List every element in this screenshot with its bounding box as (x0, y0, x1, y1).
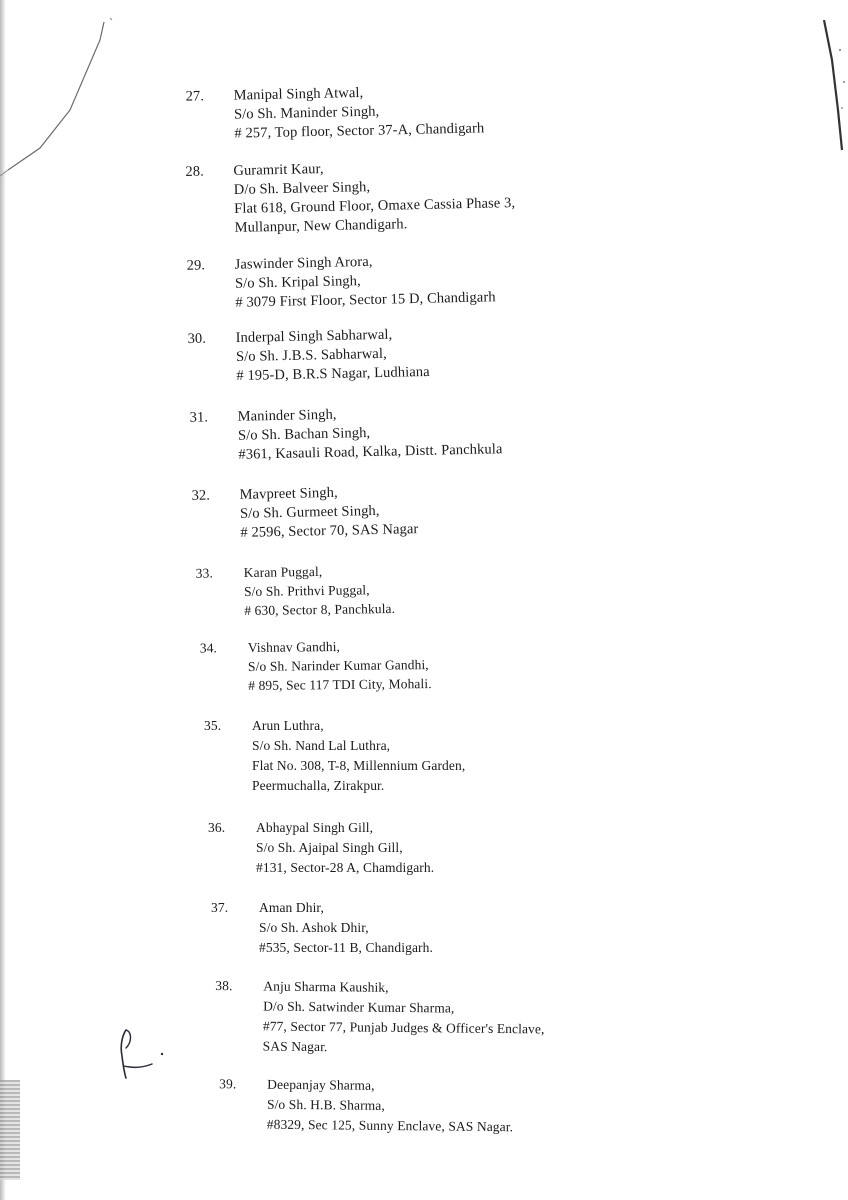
entry-address: Flat No. 308, T-8, Millennium Garden, (252, 758, 466, 773)
entry-parent: S/o Sh. Gurmeet Singh, (239, 502, 380, 522)
entry-name: Inderpal Singh Sabharwal, (235, 326, 393, 347)
entry-address: #8329, Sec 125, Sunny Enclave, SAS Nagar. (266, 1116, 514, 1135)
entry-number: 27. (185, 88, 205, 105)
entry-address: # 2596, Sector 70, SAS Nagar (240, 521, 419, 541)
entry-address: #535, Sector-11 B, Chandigarh. (259, 940, 433, 955)
list-item (204, 716, 466, 796)
list-item (208, 818, 435, 878)
entry-parent: D/o Sh. Satwinder Kumar Sharma, (263, 998, 455, 1016)
entry-address: # 630, Sector 8, Panchkula. (244, 600, 396, 619)
list-item (195, 561, 396, 620)
entry-name: Abhaypal Singh Gill, (256, 820, 374, 835)
entry-address: #131, Sector-28 A, Chamdigarh. (256, 860, 435, 875)
list-item (191, 482, 419, 543)
entry-address: # 257, Top floor, Sector 37-A, Chandigarh (234, 120, 485, 142)
list-item (219, 1075, 514, 1138)
entry-address: #77, Sector 77, Punjab Judges & Officer's Enclave, (262, 1018, 545, 1037)
page-fold-mark (0, 0, 120, 220)
signature-mark (112, 1022, 172, 1082)
entry-address-line-2: Mullanpur, New Chandigarh. (234, 216, 408, 236)
entry-address-line-2: SAS Nagar. (262, 1038, 328, 1055)
list-item (186, 250, 496, 312)
entry-parent: S/o Sh. Kripal Singh, (234, 273, 361, 292)
entry-number: 37. (211, 900, 229, 915)
entry-number: 34. (199, 640, 218, 656)
entry-number: 29. (186, 257, 206, 274)
entry-number: 31. (189, 409, 209, 426)
entry-name: Jaswinder Singh Arora, (234, 253, 373, 273)
list-item (185, 156, 516, 238)
list-item (187, 325, 430, 386)
entry-parent: S/o Sh. Prithvi Puggal, (243, 582, 370, 600)
entry-name: Deepanjay Sharma, (267, 1076, 375, 1093)
entry-parent: S/o Sh. Nand Lal Luthra, (252, 738, 391, 753)
entry-name: Karan Puggal, (243, 563, 323, 581)
entry-parent: S/o Sh. Narinder Kumar Gandhi, (247, 657, 429, 674)
entry-number: 38. (215, 978, 233, 994)
entry-name: Mavpreet Singh, (239, 484, 338, 503)
entry-name: Maninder Singh, (237, 406, 337, 425)
entry-number: 32. (191, 487, 211, 504)
entry-parent: S/o Sh. J.B.S. Sabharwal, (235, 345, 387, 366)
list-item (211, 898, 433, 958)
scan-binding-shadow (0, 1080, 20, 1180)
entry-parent: S/o Sh. Maninder Singh, (233, 103, 380, 123)
list-item (185, 81, 485, 143)
entry-address: #361, Kasauli Road, Kalka, Distt. Panchkula (238, 441, 503, 463)
entry-address-line-2: Peermuchalla, Zirakpur. (252, 778, 385, 793)
entry-address: # 895, Sec 117 TDI City, Mohali. (248, 676, 432, 693)
entry-parent: S/o Sh. Bachan Singh, (237, 424, 371, 444)
entry-parent: S/o Sh. H.B. Sharma, (266, 1096, 385, 1113)
entry-parent: S/o Sh. Ajaipal Singh Gill, (256, 840, 403, 855)
entry-number: 33. (195, 565, 214, 581)
entry-number: 39. (219, 1076, 237, 1092)
entry-name: Manipal Singh Atwal, (233, 84, 364, 104)
entry-number: 30. (187, 330, 207, 348)
entry-name: Arun Luthra, (252, 718, 324, 733)
scan-right-edge-mark (818, 20, 848, 160)
entry-name: Anju Sharma Kaushik, (263, 978, 389, 995)
entry-name: Guramrit Kaur, (233, 161, 324, 179)
entry-parent: S/o Sh. Ashok Dhir, (259, 920, 369, 935)
entry-number: 36. (208, 820, 226, 835)
list-item (215, 977, 545, 1060)
list-item (189, 402, 503, 465)
entry-name: Aman Dhir, (259, 900, 324, 915)
entry-parent: D/o Sh. Balveer Singh, (233, 179, 371, 198)
entry-address: # 195-D, B.R.S Nagar, Ludhiana (236, 363, 430, 385)
entry-number: 35. (204, 718, 222, 733)
entry-address: # 3079 First Floor, Sector 15 D, Chandigarh (235, 289, 496, 311)
list-item (199, 636, 432, 695)
entry-number: 28. (185, 163, 205, 180)
entry-name: Vishnav Gandhi, (247, 638, 341, 655)
entry-address: Flat 618, Ground Floor, Omaxe Cassia Phase 3, (234, 195, 516, 217)
